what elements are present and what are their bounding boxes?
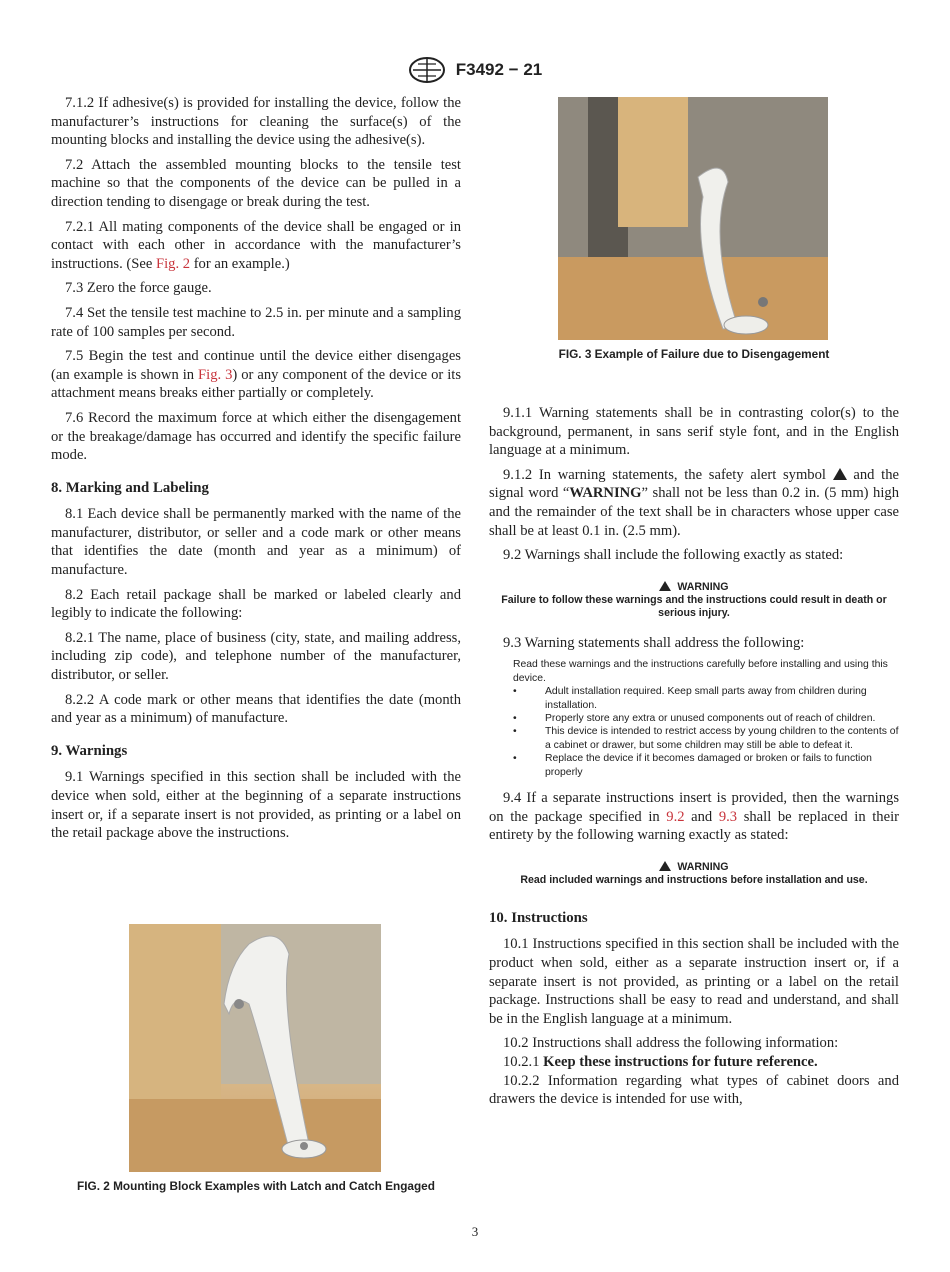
section-9-heading: 9. Warnings	[51, 742, 128, 759]
warning-icon	[659, 581, 671, 591]
list-item: • Properly store any extra or unused components out of reach of children.	[513, 712, 876, 724]
paragraph-9-4: 9.4 If a separate instructions insert is provided, then the warnings on the package specified in 9.2 and 9.3 shall be replaced in their entirety by the following warning exactly as stated:	[489, 790, 899, 844]
paragraph-10-2: 10.2 Instructions shall address the following information:	[503, 1035, 839, 1052]
paragraph-9-1-1: 9.1.1 Warning statements shall be in contrasting color(s) to the background, permanent, in sans serif style font, and in the English language at a minimum.	[489, 405, 899, 459]
paragraph-8-2-2: 8.2.2 A code mark or other means that identifies the date (month and year as a minimum) of manufacture.	[51, 691, 461, 727]
paragraph-9-1-2: 9.1.2 In warning statements, the safety alert symbol and the signal word “WARNING” shall not be less than 0.2 in. (5 mm) high and the remainder of the text shall be in characters whose upper case shall be at least 0.1 in. (2.5 mm).	[489, 466, 899, 539]
warning-box-2	[489, 861, 899, 887]
paragraph-10-2-2: 10.2.2 Information regarding what types of cabinet doors and drawers the device is intended for use with,	[489, 1072, 899, 1108]
paragraph-8-2: 8.2 Each retail package shall be marked or labeled clearly and legibly to indicate the following:	[51, 586, 461, 622]
warning-icon	[659, 861, 671, 871]
section-9-2-link[interactable]: 9.2	[666, 808, 685, 825]
figure-3-caption: FIG. 3 Example of Failure due to Disengagement	[558, 347, 830, 361]
warning-list-intro: Read these warnings and the instructions carefully before installing and using this device.	[513, 659, 888, 684]
astm-logo	[408, 56, 446, 84]
list-item: • Replace the device if it becomes damaged or broken or fails to function properly	[513, 753, 872, 778]
page-number: 3	[471, 1224, 479, 1239]
paragraph-7-1-2: 7.1.2 If adhesive(s) is provided for installing the device, follow the manufacturer’s instructions for cleaning the surface(s) of the mounting blocks and installing the device using the adhesive(s).	[51, 95, 461, 149]
list-item: • This device is intended to restrict access by young children to the contents of a cabinet or drawer, but some children may still be able to defeat it.	[513, 726, 899, 751]
warning-list	[489, 658, 899, 779]
fig-2-link[interactable]: Fig. 2	[155, 255, 191, 272]
fig-3-link[interactable]: Fig. 3	[198, 366, 233, 383]
left-column	[51, 94, 461, 849]
paragraph-10-1: 10.1 Instructions specified in this section shall be included with the product when sold, either as a separate instruction insert or, if a separate insert is not provided, as printing or a label on the retail package. Instructions shall be easy to read and understand, and shall be in the English language at a minimum.	[489, 936, 899, 1027]
figure-2-photo	[129, 924, 381, 1172]
paragraph-10-2-1: 10.2.1 Keep these instructions for future reference.	[503, 1053, 818, 1070]
section-8-heading: 8. Marking and Labeling	[51, 479, 209, 496]
paragraph-7-3: 7.3 Zero the force gauge.	[65, 280, 212, 297]
figure-3-photo	[558, 97, 828, 340]
warning-box-1	[489, 581, 899, 620]
list-item: • Adult installation required. Keep small parts away from children during installation.	[513, 686, 867, 711]
paragraph-7-2-1: 7.2.1 All mating components of the device shall be engaged or in contact with each other in accordance with the manufacturer’s instructions. (See Fig. 2 for an example.)	[51, 218, 461, 272]
figure-2-caption: FIG. 2 Mounting Block Examples with Latch and Catch Engaged	[77, 1179, 435, 1193]
paragraph-7-5: 7.5 Begin the test and continue until the device either disengages (an example is shown in Fig. 3) or any component of the device or its attachment means breaks either partially or completely.	[51, 348, 462, 402]
paragraph-7-2: 7.2 Attach the assembled mounting blocks to the tensile test machine so that the components of the device can be pulled in a direction tending to disengage or break during the test.	[51, 156, 461, 210]
safety-alert-icon	[833, 468, 847, 480]
page-header	[0, 56, 950, 84]
paragraph-9-3: 9.3 Warning statements shall address the following:	[503, 634, 805, 651]
paragraph-7-4: 7.4 Set the tensile test machine to 2.5 in. per minute and a sampling rate of 100 samples per second.	[51, 304, 461, 340]
warning-title: WARNING	[677, 580, 729, 593]
paragraph-9-1: 9.1 Warnings specified in this section shall be included with the device when sold, either at the beginning of a separate instructions insert or, if a separate insert is not provided, as printing or a label on the retail package above the instructions.	[51, 769, 461, 842]
paragraph-9-2: 9.2 Warnings shall include the following exactly as stated:	[503, 547, 844, 564]
paragraph-8-2-1: 8.2.1 The name, place of business (city, state, and mailing address, including zip code), and telephone number of the manufacturer, distributor, or seller.	[51, 629, 461, 684]
section-9-3-link[interactable]: 9.3	[718, 808, 738, 825]
section-10-heading: 10. Instructions	[489, 909, 588, 926]
warning-text: Read included warnings and instructions before installation and use.	[520, 873, 868, 886]
right-column	[489, 404, 899, 1115]
failed-latch-illustration	[558, 97, 828, 340]
paragraph-8-1: 8.1 Each device shall be permanently marked with the name of the manufacturer, distributor, or seller and a code mark or other means that identifies the date (month and year as a minimum) of manufacture.	[51, 506, 461, 579]
warning-title: WARNING	[677, 860, 729, 873]
warning-text: Failure to follow these warnings and the instructions could result in death or serious injury.	[501, 593, 887, 619]
latch-illustration	[129, 924, 381, 1172]
standard-code: F3492 − 21	[455, 60, 543, 79]
paragraph-7-6: 7.6 Record the maximum force at which either the disengagement or the breakage/damage has occurred and identify the specific failure mode.	[51, 409, 461, 464]
